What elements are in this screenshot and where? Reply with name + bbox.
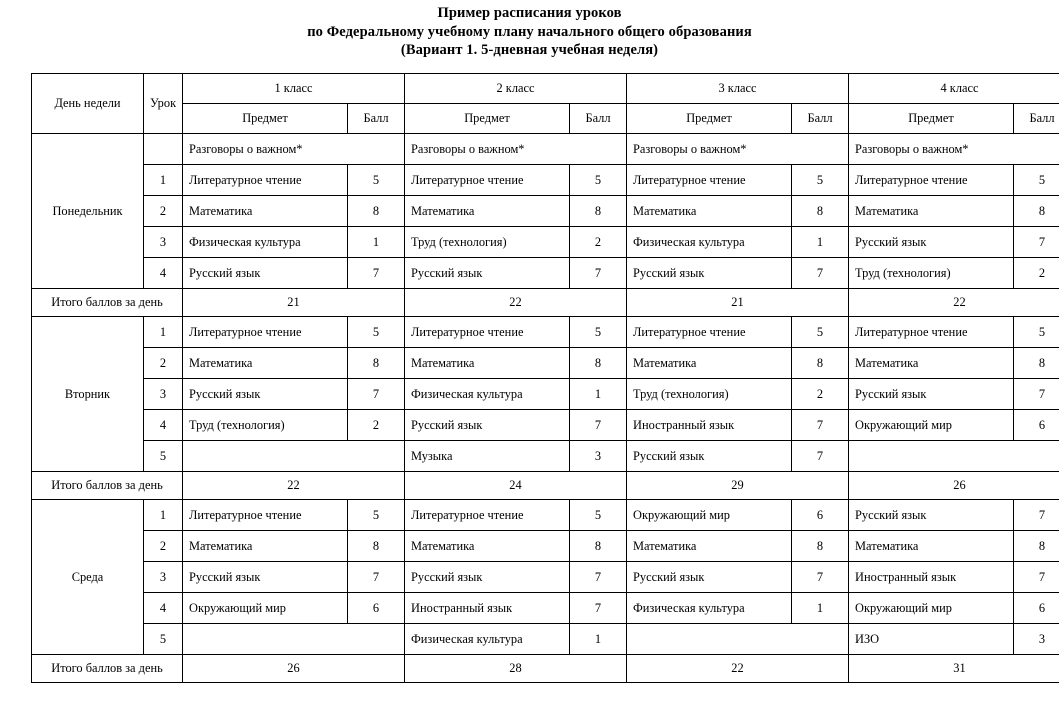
lesson-number-cell: [144, 134, 183, 165]
subject-cell: Литературное чтение: [183, 317, 348, 348]
subject-cell: Физическая культура: [627, 227, 792, 258]
lesson-number-cell: 1: [144, 165, 183, 196]
subject-cell: Труд (технология): [405, 227, 570, 258]
subject-cell: Русский язык: [849, 500, 1014, 531]
score-cell: 2: [348, 410, 405, 441]
special-lesson-cell: Разговоры о важном*: [183, 134, 405, 165]
subject-cell: Литературное чтение: [849, 317, 1014, 348]
header-subject-class-2: Предмет: [405, 104, 570, 134]
score-cell: 6: [792, 500, 849, 531]
table-row: [32, 227, 1059, 258]
table-row: [32, 562, 1059, 593]
header-class-2: 2 класс: [405, 74, 627, 104]
score-cell: 5: [348, 500, 405, 531]
score-cell: 8: [570, 196, 627, 227]
subject-cell: Литературное чтение: [405, 317, 570, 348]
subject-cell: Русский язык: [849, 227, 1014, 258]
subject-cell: Математика: [405, 531, 570, 562]
header-subject-class-4: Предмет: [849, 104, 1014, 134]
score-cell: 8: [570, 348, 627, 379]
lesson-number-cell: 2: [144, 196, 183, 227]
total-value-cell: 22: [627, 655, 849, 683]
score-cell: 1: [792, 593, 849, 624]
total-value-cell: 21: [627, 289, 849, 317]
lesson-number-cell: 4: [144, 593, 183, 624]
subject-cell: Музыка: [405, 441, 570, 472]
score-cell: 8: [792, 531, 849, 562]
subject-cell: Русский язык: [405, 410, 570, 441]
table-row: [32, 196, 1059, 227]
subject-cell: Иностранный язык: [405, 593, 570, 624]
total-value-cell: 22: [405, 289, 627, 317]
table-row: [32, 134, 1059, 165]
total-label-cell: Итого баллов за день: [32, 655, 183, 683]
subject-cell: Труд (технология): [183, 410, 348, 441]
subject-cell: Литературное чтение: [627, 317, 792, 348]
special-lesson-cell: Разговоры о важном*: [849, 134, 1059, 165]
table-row: [32, 379, 1059, 410]
total-label-cell: Итого баллов за день: [32, 472, 183, 500]
table-row: [32, 531, 1059, 562]
total-row: [32, 289, 1059, 317]
table-row: [32, 348, 1059, 379]
day-name-cell: Среда: [32, 500, 144, 655]
lesson-number-cell: 1: [144, 317, 183, 348]
score-cell: 7: [348, 379, 405, 410]
score-cell: 5: [348, 165, 405, 196]
score-cell: 7: [792, 258, 849, 289]
total-value-cell: 26: [849, 472, 1059, 500]
score-cell: 7: [1014, 500, 1059, 531]
score-cell: 8: [792, 348, 849, 379]
title-line-1: Пример расписания уроков: [437, 5, 622, 21]
score-cell: 7: [570, 562, 627, 593]
subject-cell: Русский язык: [183, 562, 348, 593]
header-day-of-week: День недели: [32, 74, 144, 134]
total-label-cell: Итого баллов за день: [32, 289, 183, 317]
score-cell: 5: [792, 317, 849, 348]
subject-cell: Русский язык: [627, 562, 792, 593]
score-cell: 8: [348, 531, 405, 562]
score-cell: 5: [792, 165, 849, 196]
title-line-2: по Федеральному учебному плану начального общего образования: [307, 23, 752, 40]
page-title: [0, 0, 1059, 60]
total-value-cell: 22: [849, 289, 1059, 317]
score-cell: 7: [1014, 562, 1059, 593]
subject-cell: Окружающий мир: [849, 410, 1014, 441]
subject-cell: Иностранный язык: [627, 410, 792, 441]
header-score-class-4: Балл: [1014, 104, 1059, 134]
total-row: [32, 472, 1059, 500]
score-cell: 1: [570, 379, 627, 410]
total-value-cell: 31: [849, 655, 1059, 683]
subject-cell: Окружающий мир: [849, 593, 1014, 624]
empty-cell: [849, 441, 1059, 472]
score-cell: 1: [570, 624, 627, 655]
table-row: [32, 441, 1059, 472]
header-score-class-1: Балл: [348, 104, 405, 134]
subject-cell: Труд (технология): [849, 258, 1014, 289]
score-cell: 5: [348, 317, 405, 348]
score-cell: 6: [1014, 593, 1059, 624]
header-row-subcolumns: [32, 104, 1059, 134]
subject-cell: Литературное чтение: [849, 165, 1014, 196]
lesson-number-cell: 4: [144, 258, 183, 289]
score-cell: 8: [792, 196, 849, 227]
lesson-number-cell: 2: [144, 531, 183, 562]
score-cell: 8: [1014, 196, 1059, 227]
empty-cell: [183, 441, 405, 472]
subject-cell: Математика: [183, 348, 348, 379]
score-cell: 7: [570, 410, 627, 441]
table-row: [32, 593, 1059, 624]
score-cell: 1: [348, 227, 405, 258]
empty-cell: [627, 624, 849, 655]
lesson-number-cell: 5: [144, 624, 183, 655]
subject-cell: Физическая культура: [183, 227, 348, 258]
score-cell: 5: [1014, 165, 1059, 196]
lesson-number-cell: 3: [144, 379, 183, 410]
subject-cell: Русский язык: [183, 379, 348, 410]
subject-cell: Русский язык: [627, 258, 792, 289]
header-subject-class-3: Предмет: [627, 104, 792, 134]
header-class-3: 3 класс: [627, 74, 849, 104]
subject-cell: Физическая культура: [627, 593, 792, 624]
table-row: [32, 165, 1059, 196]
subject-cell: Иностранный язык: [849, 562, 1014, 593]
score-cell: 7: [1014, 227, 1059, 258]
subject-cell: Математика: [849, 348, 1014, 379]
subject-cell: Математика: [627, 348, 792, 379]
subject-cell: Литературное чтение: [183, 165, 348, 196]
header-subject-class-1: Предмет: [183, 104, 348, 134]
score-cell: 2: [570, 227, 627, 258]
subject-cell: Математика: [627, 531, 792, 562]
lesson-number-cell: 1: [144, 500, 183, 531]
subject-cell: Математика: [627, 196, 792, 227]
score-cell: 7: [792, 562, 849, 593]
subject-cell: Литературное чтение: [405, 165, 570, 196]
subject-cell: Русский язык: [405, 562, 570, 593]
score-cell: 7: [348, 258, 405, 289]
table-row: [32, 258, 1059, 289]
score-cell: 5: [570, 500, 627, 531]
score-cell: 3: [1014, 624, 1059, 655]
header-row-classes: [32, 74, 1059, 104]
score-cell: 8: [348, 196, 405, 227]
score-cell: 7: [792, 410, 849, 441]
header-lesson: Урок: [144, 74, 183, 134]
subject-cell: Русский язык: [405, 258, 570, 289]
score-cell: 7: [570, 593, 627, 624]
table-body: [32, 134, 1059, 683]
score-cell: 3: [570, 441, 627, 472]
score-cell: 7: [570, 258, 627, 289]
score-cell: 1: [792, 227, 849, 258]
schedule-table: [31, 73, 1059, 683]
score-cell: 7: [348, 562, 405, 593]
score-cell: 6: [1014, 410, 1059, 441]
subject-cell: Математика: [849, 196, 1014, 227]
lesson-number-cell: 3: [144, 227, 183, 258]
table-head: [32, 74, 1059, 134]
empty-cell: [183, 624, 405, 655]
lesson-number-cell: 3: [144, 562, 183, 593]
score-cell: 7: [792, 441, 849, 472]
table-row: [32, 317, 1059, 348]
total-value-cell: 24: [405, 472, 627, 500]
score-cell: 8: [1014, 348, 1059, 379]
lesson-number-cell: 5: [144, 441, 183, 472]
score-cell: 8: [1014, 531, 1059, 562]
subject-cell: Русский язык: [183, 258, 348, 289]
total-value-cell: 26: [183, 655, 405, 683]
lesson-number-cell: 2: [144, 348, 183, 379]
score-cell: 8: [570, 531, 627, 562]
total-row: [32, 655, 1059, 683]
total-value-cell: 29: [627, 472, 849, 500]
header-class-1: 1 класс: [183, 74, 405, 104]
day-name-cell: Понедельник: [32, 134, 144, 289]
subject-cell: Окружающий мир: [627, 500, 792, 531]
header-score-class-2: Балл: [570, 104, 627, 134]
lesson-number-cell: 4: [144, 410, 183, 441]
subject-cell: Физическая культура: [405, 624, 570, 655]
table-row: [32, 500, 1059, 531]
total-value-cell: 21: [183, 289, 405, 317]
subject-cell: Литературное чтение: [627, 165, 792, 196]
header-class-4: 4 класс: [849, 74, 1059, 104]
table-row: [32, 410, 1059, 441]
subject-cell: Физическая культура: [405, 379, 570, 410]
subject-cell: Русский язык: [849, 379, 1014, 410]
score-cell: 6: [348, 593, 405, 624]
subject-cell: Математика: [849, 531, 1014, 562]
subject-cell: Русский язык: [627, 441, 792, 472]
score-cell: 2: [1014, 258, 1059, 289]
subject-cell: Литературное чтение: [183, 500, 348, 531]
day-name-cell: Вторник: [32, 317, 144, 472]
subject-cell: Труд (технология): [627, 379, 792, 410]
score-cell: 5: [570, 317, 627, 348]
table-row: [32, 624, 1059, 655]
header-score-class-3: Балл: [792, 104, 849, 134]
subject-cell: Математика: [405, 196, 570, 227]
subject-cell: Математика: [405, 348, 570, 379]
score-cell: 2: [792, 379, 849, 410]
schedule-table-wrapper: [31, 73, 1055, 683]
total-value-cell: 22: [183, 472, 405, 500]
score-cell: 5: [1014, 317, 1059, 348]
special-lesson-cell: Разговоры о важном*: [405, 134, 627, 165]
subject-cell: Литературное чтение: [405, 500, 570, 531]
score-cell: 5: [570, 165, 627, 196]
title-line-3: (Вариант 1. 5-дневная учебная неделя): [400, 42, 659, 58]
score-cell: 7: [1014, 379, 1059, 410]
special-lesson-cell: Разговоры о важном*: [627, 134, 849, 165]
score-cell: 8: [348, 348, 405, 379]
subject-cell: Математика: [183, 196, 348, 227]
subject-cell: Математика: [183, 531, 348, 562]
subject-cell: ИЗО: [849, 624, 1014, 655]
subject-cell: Окружающий мир: [183, 593, 348, 624]
total-value-cell: 28: [405, 655, 627, 683]
